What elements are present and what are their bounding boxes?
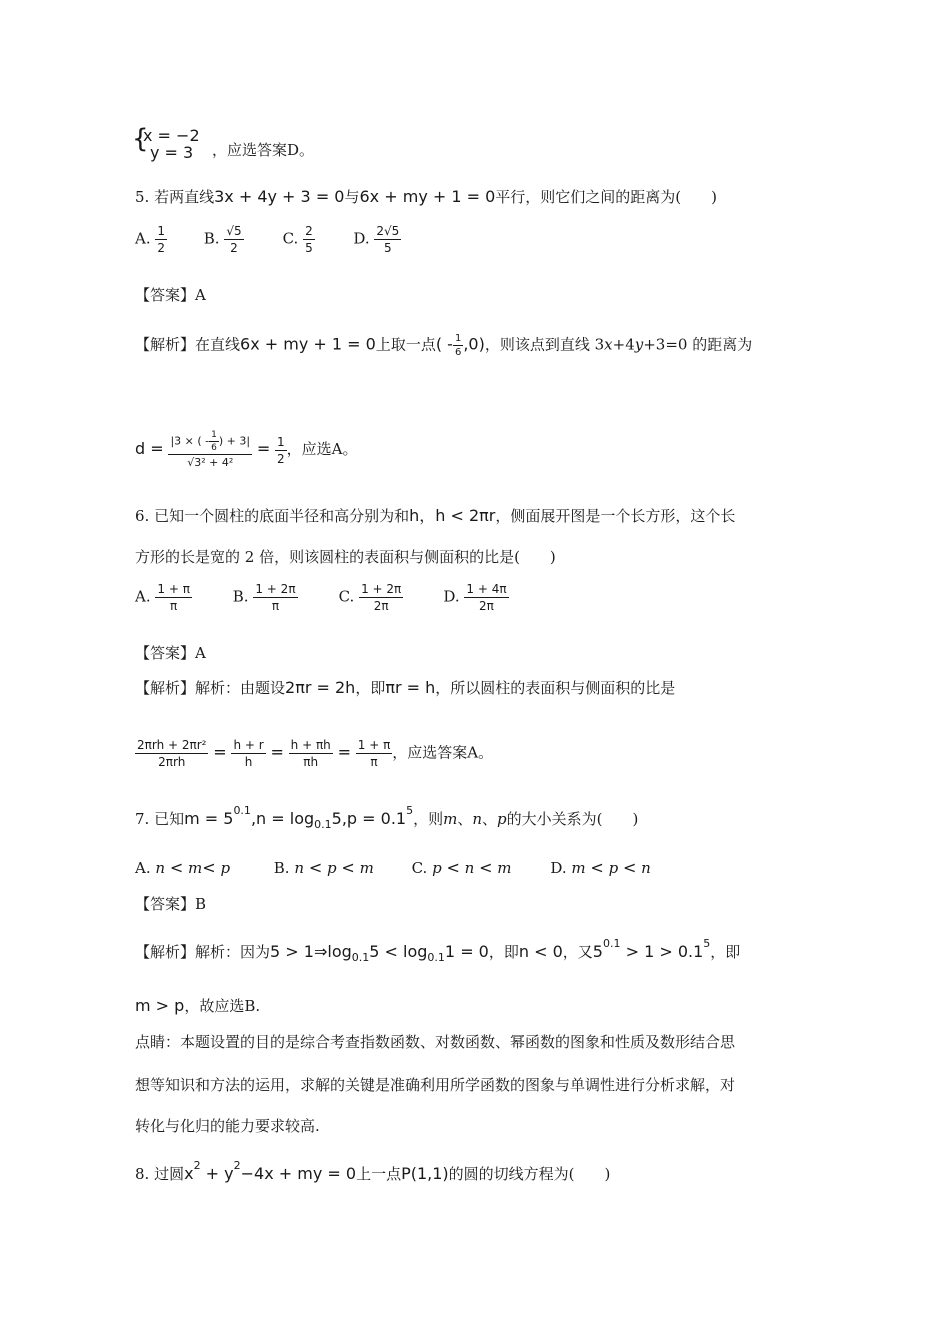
q7-comment-line1: 点睛：本题设置的目的是综合考查指数函数、对数函数、幂函数的图象和性质及数形结合思: [135, 1033, 736, 1051]
q7-option-b: B. n < p < m: [273, 858, 374, 877]
q5-options: [135, 224, 401, 255]
q7-option-a: A. n < m< p: [135, 858, 231, 877]
q5-analysis: 【解析】在直线6x + my + 1 = 0上取一点( - $\frac{1}{6}$ ,0)，则该点到直线 3x+4y+3=0 的距离为: [135, 333, 753, 358]
q5-option-b: B. $\frac{√5}{2}$: [203, 224, 242, 255]
q6-option-a: A. $\frac{1 + \pi}{\pi}$: [135, 582, 190, 613]
q6-analysis: 【解析】解析：由题设2πr = 2h，即πr = h，所以圆柱的表面积与侧面积的比是: [135, 678, 676, 697]
q7-stem: 7. 已知$m = 5^{0.1},n = \log_{0.1}5,p = 0.1^5$，则m、n、p的大小关系为( ): [135, 804, 639, 831]
q6-options: [135, 582, 509, 613]
q5-option-d: D. $\frac{2√5}{5}$: [353, 224, 400, 255]
q7-comment-line2: 想等知识和方法的运用，求解的关键是准确利用所学函数的图象与单调性进行分析求解，对: [135, 1076, 736, 1094]
q5-option-a: A. $\frac{1}{2}$: [135, 224, 166, 255]
q6-option-b: B. $\frac{1 + 2\pi}{\pi}$: [232, 582, 296, 613]
q5-stem: 5. 若两直线3x + 4y + 3 = 0与6x + my + 1 = 0平行，则它们之间的距离为( ): [135, 187, 718, 206]
q6-option-c: C. $\frac{1 + 2\pi}{2\pi}$: [338, 582, 402, 613]
q7-comment-line3: 转化与化归的能力要求较高.: [135, 1117, 320, 1135]
top-conclusion: ，应选答案D。: [212, 141, 315, 159]
q6-answer: 【答案】A: [135, 644, 206, 662]
q6-ratio-chain: $\frac{\text{2πrh + 2πr²}}{\text{2πrh}}$ = $\frac{h + r}{h}$ = $\frac{h + \pi h}{\pi h}$ = $\frac{1 + \pi}{\pi}$ ，应选答案A。: [137, 738, 494, 769]
equation-x: x = −2: [143, 126, 200, 145]
q7-option-d: D. m < p < n: [550, 858, 651, 877]
q6-stem-line2: 方形的长是宽的 2 倍，则该圆柱的表面积与侧面积的比是( ): [135, 548, 556, 566]
left-brace: {: [132, 124, 149, 154]
q5-option-c: C. $\frac{2}{5}$: [282, 224, 313, 255]
q6-stem-line1: 6. 已知一个圆柱的底面半径和高分别为和h，h < 2πr，侧面展开图是一个长方形，这个长: [135, 506, 736, 525]
q7-conclusion: m > p，故应选B.: [135, 996, 261, 1015]
q6-option-d: D. $\frac{1 + 4\pi}{2\pi}$: [443, 582, 507, 613]
equation-y: y = 3: [150, 143, 194, 162]
q8-stem: 8. 过圆$x^2 + y^2-4x$ + my = 0上一点P(1,1)的圆的切线方程为( ): [135, 1159, 611, 1183]
q7-analysis: 【解析】解析：因为$5 > 1\Rightarrow\log_{0.1}5 < \log_{0.1}1 = 0$，即n < 0，又$5^{0.1} > 1 > 0.1^5$，即: [135, 937, 741, 964]
q7-option-c: C. p < n < m: [411, 858, 512, 877]
q5-answer: 【答案】A: [135, 286, 206, 304]
q5-distance-formula: d = |3 × ( - $\frac{1}{6}$ ) + 3| √3² + 4² = $\frac{1}{2}$ ，应选A。: [135, 430, 358, 469]
q7-options: [135, 858, 651, 878]
q7-answer: 【答案】B: [135, 895, 207, 913]
